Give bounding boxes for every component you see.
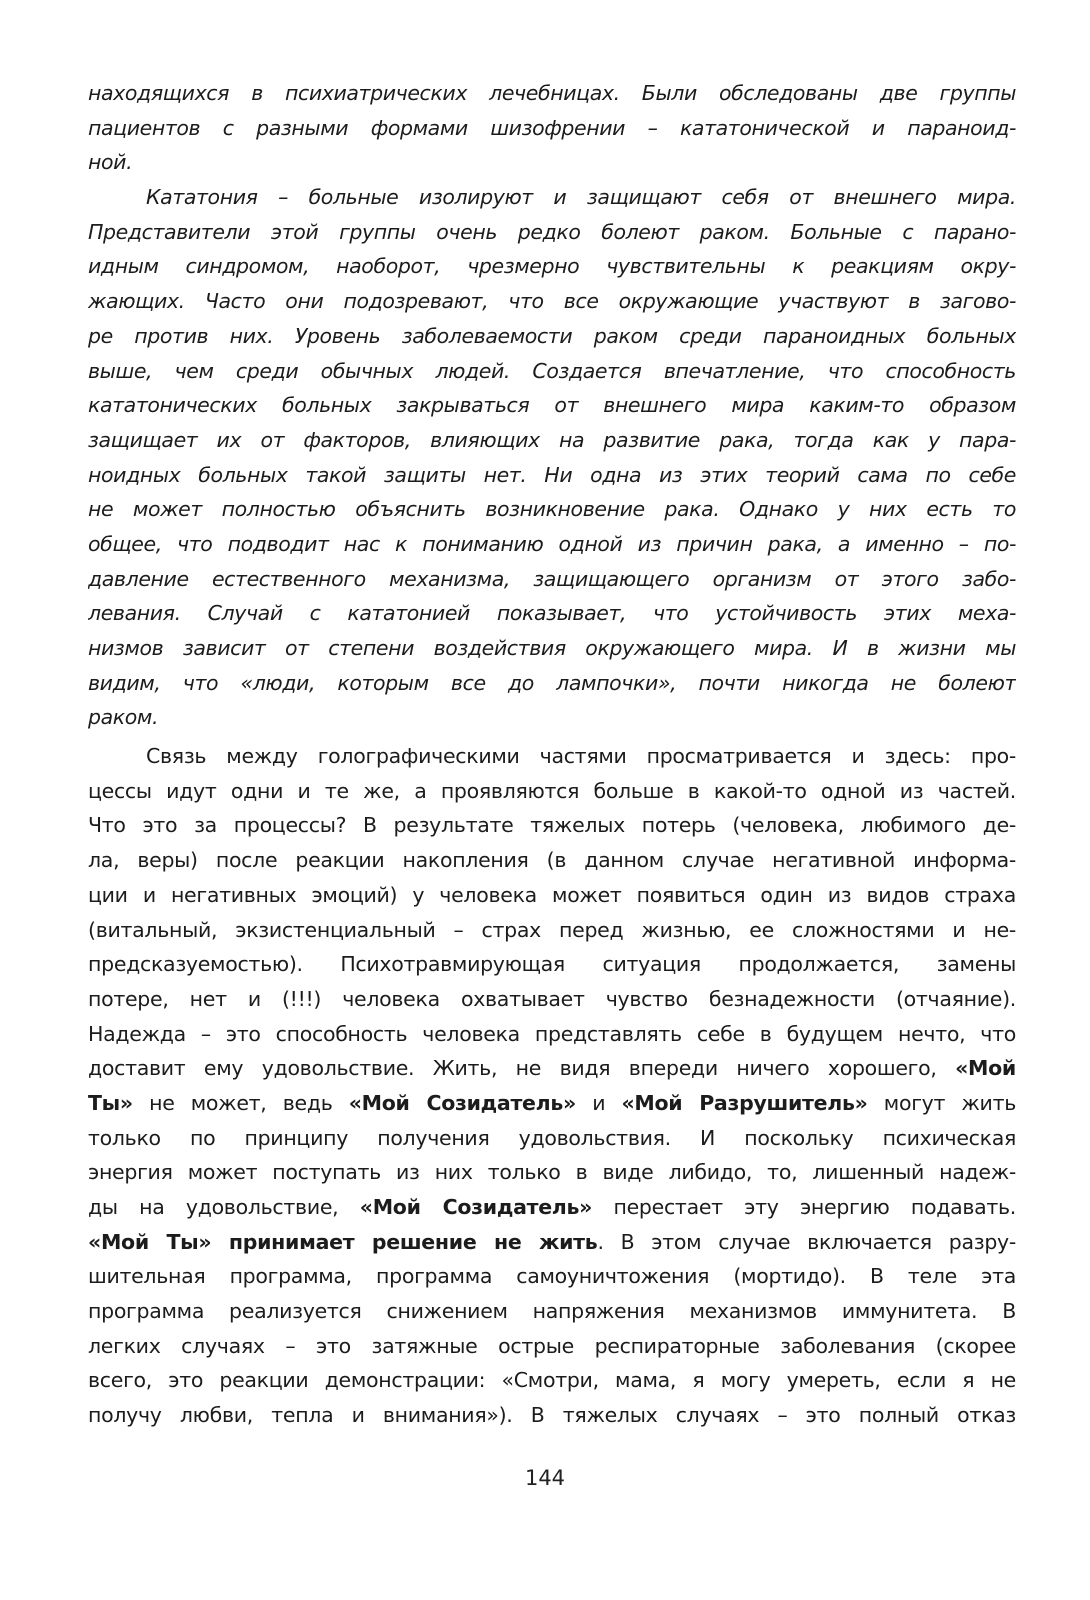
text-line: Представители этой группы очень редко болеют раком. Больные с парано- [88, 219, 1016, 244]
bold-term: «Мой [955, 1056, 1016, 1081]
text-run: и [592, 1090, 606, 1115]
text-run: доставит ему удовольствие. Жить, не видя впереди ничего хорошего, [88, 1056, 937, 1081]
text-line: ноидных больных такой защиты нет. Ни одна из этих теорий сама по себе [88, 462, 1016, 487]
text-line: раком. [88, 705, 159, 730]
text-line: выше, чем среди обычных людей. Создается впечатление, что способность [88, 358, 1016, 383]
text-line: не может полностью объяснить возникновение рака. Однако у них есть то [88, 497, 1016, 522]
bold-term: «Мой Разрушитель» [621, 1090, 868, 1115]
text-line: потере, нет и (!!!) человека охватывает чувство безнадежности (отчаяние). [88, 986, 1016, 1011]
text-line: легких случаях – это затяжные острые респираторные заболевания (скорее [88, 1333, 1016, 1358]
text-line: только по принципу получения удовольствия. И поскольку психическая [88, 1125, 1016, 1150]
text-line: пациентов с разными формами шизофрении – кататонической и параноид- [88, 115, 1016, 140]
text-line: жающих. Часто они подозревают, что все окружающие участвуют в загово- [88, 289, 1016, 314]
page-number: 144 [524, 1466, 566, 1490]
text-line: ла, веры) после реакции накопления (в данном случае негативной информа- [88, 848, 1016, 873]
text-line: ции и негативных эмоций) у человека может появиться один из видов страха [88, 882, 1016, 907]
text-line: Кататония – больные изолируют и защищают себя от внешнего мира. [146, 185, 1016, 210]
text-line: программа реализуется снижением напряжения механизмов иммунитета. В [88, 1299, 1016, 1324]
text-line: давление естественного механизма, защищающего организм от этого забо- [88, 566, 1016, 591]
text-line: всего, это реакции демонстрации: «Смотри, мама, я могу умереть, если я не [88, 1368, 1016, 1393]
bold-term: «Мой Созидатель» [359, 1195, 593, 1219]
text-line: находящихся в психиатрических лечебницах. Были обследованы две группы [88, 81, 1016, 105]
text-line: Что это за процессы? В результате тяжелых потерь (человека, любимого де- [88, 813, 1016, 838]
text-line: шительная программа, программа самоуничтожения (мортидо). В теле эта [88, 1264, 1016, 1289]
text-run: перестает эту энергию подавать. [613, 1195, 1016, 1219]
text-line: защищает их от факторов, влияющих на развитие рака, тогда как у пара- [88, 427, 1016, 452]
text-line [88, 1190, 1016, 1225]
bold-term: Ты» [88, 1090, 133, 1115]
text-line [88, 1086, 1016, 1121]
bold-term: «Мой Созидатель» [348, 1090, 576, 1115]
text-line: идным синдромом, наоборот, чрезмерно чувствительны к реакциям окру- [88, 254, 1016, 279]
text-line: энергия может поступать из них только в виде либидо, то, лишенный надеж- [88, 1160, 1016, 1185]
text-line [88, 1051, 1016, 1086]
text-line: кататонических больных закрываться от внешнего мира каким-то образом [88, 393, 1016, 418]
text-run: ды на удовольствие, [88, 1195, 339, 1219]
text-line: Связь между голографическими частями просматривается и здесь: про- [146, 744, 1016, 769]
text-line: получу любви, тепла и внимания»). В тяжелых случаях – это полный отказ [88, 1403, 1016, 1428]
text-line [88, 1225, 1016, 1260]
text-run: могут жить [883, 1090, 1016, 1115]
text-run: . В этом случае включается разру- [597, 1229, 1016, 1254]
text-line: цессы идут одни и те же, а проявляются больше в какой-то одной из частей. [88, 778, 1016, 803]
bold-term: «Мой Ты» принимает решение не жить [88, 1229, 598, 1254]
text-line: (витальный, экзистенциальный – страх перед жизнью, ее сложностями и не- [88, 917, 1016, 942]
text-run: не может, ведь [149, 1090, 333, 1115]
text-line: ной. [88, 150, 133, 175]
book-page [88, 76, 1016, 1433]
body-paragraph [88, 739, 1016, 1433]
text-line: левания. Случай с кататонией показывает, что устойчивость этих меха- [88, 601, 1016, 626]
text-line: видим, что «люди, которым все до лампочки», почти никогда не болеют [88, 670, 1016, 695]
text-line: Надежда – это способность человека представлять себе в будущем нечто, что [88, 1021, 1016, 1046]
text-line: предсказуемостью). Психотравмирующая ситуация продолжается, замены [88, 952, 1016, 977]
italic-quote-block [88, 76, 1016, 735]
text-line: общее, что подводит нас к пониманию одной из причин рака, а именно – по- [88, 531, 1016, 556]
text-line: ре против них. Уровень заболеваемости раком среди параноидных больных [88, 323, 1016, 348]
text-line: низмов зависит от степени воздействия окружающего мира. И в жизни мы [88, 636, 1016, 660]
